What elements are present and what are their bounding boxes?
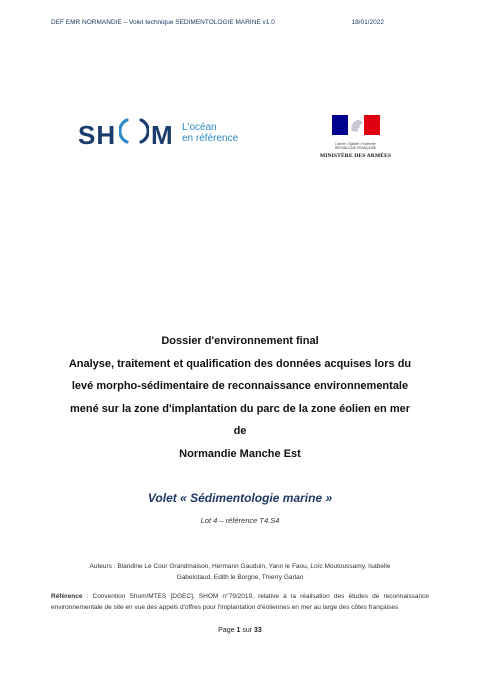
marianne-flag-icon [332, 115, 380, 135]
shom-tagline: L'océan en référence [182, 122, 239, 144]
page-header [51, 19, 429, 26]
title-line: Analyse, traitement et qualification des données acquises lors du [68, 357, 412, 370]
shom-logo-letters: SH M [78, 120, 174, 150]
title-line: levé morpho-sédimentaire de reconnaissance environnementale [71, 380, 409, 392]
ministry-logo [318, 115, 393, 159]
reference-text: : Convention Shom/MTES [DGEC], SHOM n°79/2019, relative à la réalisation des études de reconnaissance environnementale de site en vue des appels d'offres pour l'implantation d'éoliennes en mer au large des côtes françaises [51, 593, 429, 611]
ministry-name: MINISTÈRE DES ARMÉES [319, 153, 392, 159]
lot-reference: Lot 4 – référence T4.S4 [200, 516, 280, 525]
title-line: mené sur la zone d'implantation du parc de la zone éolien en mer [69, 402, 411, 415]
title-line: de [233, 425, 247, 437]
ministry-republic: RÉPUBLIQUE FRANÇAISE [334, 146, 377, 150]
shom-wave-ring-icon [119, 116, 149, 146]
header-title: DEF EMR NORMANDIE – Volet technique SEDIMENTOLOGIE MARINE v1.0 [51, 19, 275, 26]
header-date: 18/01/2022 [351, 19, 384, 26]
reference-paragraph [51, 592, 429, 613]
authors-list: Auteurs : Blandine Le Cour Grandmaison, Hermann Gauduin, Yann le Faou, Loïc Moutoussamy, Isabelle Gabelotaud, Edith le Borgne, Thierry Garlan [89, 563, 391, 581]
ministry-motto: Liberté • Égalité • Fraternité [335, 142, 376, 146]
title-line: Dossier d'environnement final [161, 335, 319, 347]
reference-label: Référence [51, 593, 83, 600]
volet-subtitle: Volet « Sédimentologie marine » [147, 491, 333, 505]
page-number: Page 1 sur 33 [218, 627, 262, 634]
shom-logo [78, 114, 258, 162]
document-title [45, 330, 435, 465]
title-line: Normandie Manche Est [179, 447, 301, 460]
